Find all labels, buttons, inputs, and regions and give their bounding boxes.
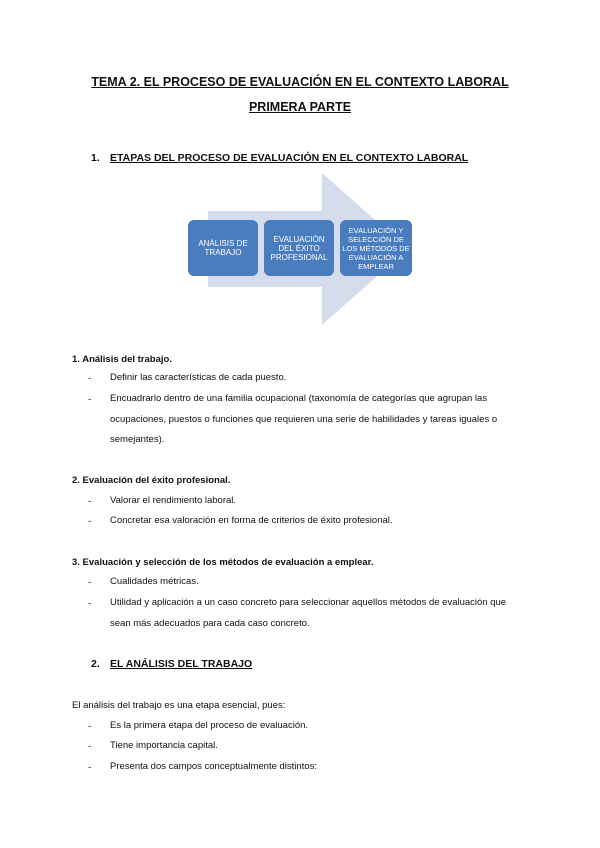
section-2-bullet-2: Tiene importancia capital.	[110, 740, 218, 751]
stage-1-bullet-2: Encuadrarlo dentro de una familia ocupacional (taxonomía de categorías que agrupan las ocupaciones, puestos o funciones que requieren una serie de habilidades y tareas iguales o semejantes).	[110, 393, 498, 445]
bullet-marker: -	[88, 762, 92, 773]
diagram-box-method-selection: EVALUACIÓN Y SELECCIÓN DE LOS MÉTODOS DE EVALUACIÓN A EMPLEAR	[340, 220, 412, 276]
stage-3-heading: 3. Evaluación y selección de los métodos de evaluación a emplear.	[72, 557, 374, 568]
section-1-number: 1.	[91, 152, 100, 164]
bullet-marker: -	[88, 721, 92, 732]
diagram-box-job-analysis: ANÁLISIS DE TRABAJO	[188, 220, 258, 276]
process-diagram	[186, 173, 414, 325]
bullet-marker: -	[88, 577, 92, 588]
stage-2-bullet-1: Valorar el rendimiento laboral.	[110, 495, 237, 506]
stage-2-heading: 2. Evaluación del éxito profesional.	[72, 475, 231, 486]
section-2-title: EL ANÁLISIS DEL TRABAJO	[110, 658, 253, 670]
bullet-marker: -	[88, 516, 92, 527]
section-2-bullet-1: Es la primera etapa del proceso de evaluación.	[110, 720, 309, 731]
stage-1-heading: 1. Análisis del trabajo.	[72, 354, 172, 365]
bullet-marker: -	[88, 373, 92, 384]
bullet-marker: -	[88, 496, 92, 507]
stage-3-bullet-1: Cualidades métricas.	[110, 576, 199, 587]
section-1-title: ETAPAS DEL PROCESO DE EVALUACIÓN EN EL CONTEXTO LABORAL	[110, 152, 469, 164]
diagram-box-professional-success: EVALUACIÓN DEL ÉXITO PROFESIONAL	[264, 220, 334, 276]
stage-1-bullet-1: Definir las características de cada puesto.	[110, 372, 287, 383]
section-2-intro: El análisis del trabajo es una etapa esencial, pues:	[72, 700, 286, 711]
document-title: TEMA 2. EL PROCESO DE EVALUACIÓN EN EL CONTEXTO LABORAL	[91, 75, 509, 89]
stage-2-bullet-2: Concretar esa valoración en forma de criterios de éxito profesional.	[110, 515, 393, 526]
section-2-number: 2.	[91, 658, 100, 670]
section-2-bullet-3: Presenta dos campos conceptualmente distintos:	[110, 761, 318, 772]
stage-3-bullet-2: Utilidad y aplicación a un caso concreto para seleccionar aquellos métodos de evaluación que sean más adecuados para cada caso concreto.	[110, 597, 507, 629]
bullet-marker: -	[88, 394, 92, 405]
document-subtitle: PRIMERA PARTE	[248, 100, 352, 114]
bullet-marker: -	[88, 741, 92, 752]
bullet-marker: -	[88, 598, 92, 609]
